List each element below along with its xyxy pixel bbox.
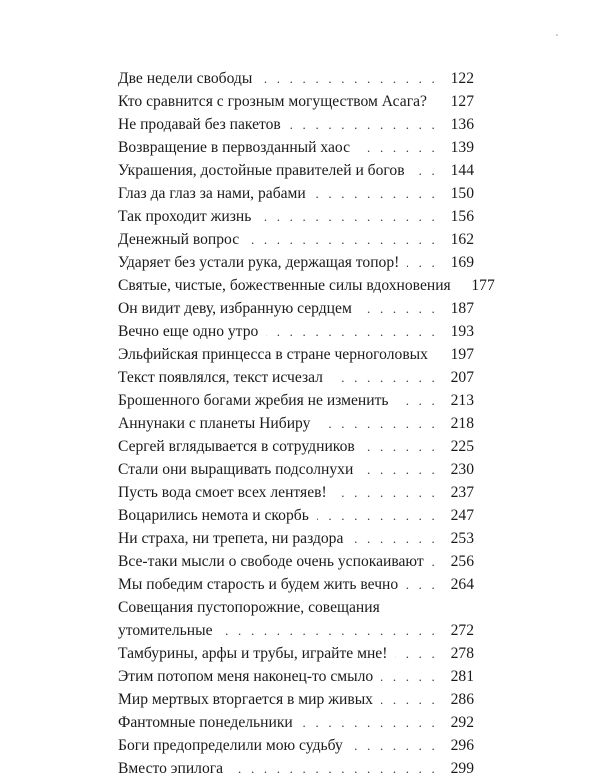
toc-entry-leader [407, 251, 444, 274]
toc-entry-multiline[interactable] [118, 596, 474, 642]
toc-entry-title-line1: Совещания пустопорожние, совещания [118, 599, 380, 616]
toc-entry-title: Ударяет без устали рука, держащая топор! [118, 254, 400, 271]
toc-entries-before [118, 67, 495, 596]
toc-entry-leader [247, 228, 444, 251]
toc-entry-title: Вместо эпилога [118, 760, 224, 777]
toc-entry-title: Аннунаки с планеты Нибиру [118, 415, 311, 432]
toc-entry-page: 162 [450, 231, 474, 248]
toc-entry[interactable] [118, 527, 474, 550]
toc-entry[interactable] [118, 504, 474, 527]
toc-entry[interactable] [118, 458, 474, 481]
toc-entry[interactable] [118, 90, 474, 113]
toc-entry[interactable] [118, 550, 474, 573]
toc-entry-page: 127 [450, 93, 474, 110]
toc-entry-title: Брошенного богами жребия не изменить [118, 392, 389, 409]
toc-entry-leader [221, 619, 445, 642]
toc-entry-leader [351, 527, 444, 550]
toc-entry-page: 281 [450, 668, 474, 685]
toc-entry-page: 150 [450, 185, 474, 202]
toc-entry[interactable] [118, 343, 474, 366]
toc-entry-leader [361, 458, 444, 481]
toc-entry[interactable] [118, 412, 474, 435]
toc-entry-leader [436, 343, 444, 366]
toc-entry-leader [363, 435, 444, 458]
toc-entry[interactable] [118, 182, 474, 205]
toc-entry-page: 230 [450, 461, 474, 478]
toc-entry-leader [259, 205, 444, 228]
toc-entry[interactable] [118, 228, 474, 251]
toc-entry-leader [360, 297, 444, 320]
toc-entry-page: 253 [450, 530, 474, 547]
toc-entry-title: Эльфийская принцесса в стране черноголовых [118, 346, 428, 363]
toc-entry-title: Не продавай без пакетов [118, 116, 281, 133]
toc-entry-page: 237 [450, 484, 474, 501]
toc-entry[interactable] [118, 757, 474, 780]
toc-entry-page: 264 [450, 576, 474, 593]
toc-entry-leader [395, 642, 444, 665]
table-of-contents [118, 67, 495, 780]
toc-entry-title: Боги предопределили мою судьбу [118, 737, 343, 754]
toc-entry[interactable] [118, 320, 474, 343]
toc-entry[interactable] [118, 734, 474, 757]
toc-entry-page: 256 [450, 553, 474, 570]
toc-entry-leader [432, 550, 444, 573]
toc-entry-leader [413, 159, 444, 182]
toc-entry-leader [260, 67, 444, 90]
toc-entry-leader [289, 113, 444, 136]
toc-entry-page: 299 [450, 760, 474, 777]
toc-entry-title: Святые, чистые, божественные силы вдохновения [118, 277, 451, 294]
toc-entry-title: Пусть вода смоет всех лентяев! [118, 484, 327, 501]
toc-entry[interactable] [118, 481, 474, 504]
toc-entry[interactable] [118, 136, 474, 159]
toc-entry-page: 225 [450, 438, 474, 455]
toc-entry[interactable] [118, 205, 474, 228]
toc-entry-page: 136 [450, 116, 474, 133]
toc-entry[interactable] [118, 251, 474, 274]
toc-entry-leader [358, 136, 444, 159]
toc-entry-title: Две недели свободы [118, 70, 253, 87]
toc-entry-page: 197 [450, 346, 474, 363]
toc-entry-title: Этим потопом меня наконец-то смыло [118, 668, 374, 685]
toc-entry-title: Стали они выращивать подсолнухи [118, 461, 354, 478]
toc-entry-page: 169 [450, 254, 474, 271]
toc-entry-leader [351, 734, 444, 757]
toc-entry-page: 177 [471, 277, 495, 294]
toc-entry[interactable] [118, 159, 474, 182]
toc-entry-leader [318, 412, 444, 435]
toc-entry-title: Текст появлялся, текст исчезал [118, 369, 323, 386]
toc-entry-title: Воцарились немота и скорбь [118, 507, 309, 524]
toc-entry-leader [301, 711, 444, 734]
toc-entry[interactable] [118, 113, 474, 136]
toc-entry[interactable] [118, 274, 495, 297]
toc-entry-title: Мир мертвых вторгается в мир живых [118, 691, 373, 708]
toc-entry-page: 296 [450, 737, 474, 754]
toc-entry-page: 122 [450, 70, 474, 87]
toc-entry-page: 218 [450, 415, 474, 432]
toc-entry-title: Он видит деву, избранную сердцем [118, 300, 352, 317]
toc-entry-page: 278 [450, 645, 474, 662]
toc-entry[interactable] [118, 435, 474, 458]
toc-entry[interactable] [118, 297, 474, 320]
toc-entry-page: 213 [450, 392, 474, 409]
toc-entry-title: Фантомные понедельники [118, 714, 293, 731]
toc-entry[interactable] [118, 665, 474, 688]
toc-entry-title: Кто сравнится с грозным могуществом Асага? [118, 93, 427, 110]
toc-entry[interactable] [118, 67, 474, 90]
toc-entry-leader [435, 90, 444, 113]
toc-entry-title: Так проходит жизнь [118, 208, 252, 225]
toc-entry-title-line2: утомительные [118, 622, 213, 639]
toc-entry-page: 292 [450, 714, 474, 731]
toc-entry-leader [317, 504, 444, 527]
toc-entry-page: 286 [450, 691, 474, 708]
toc-entry-title: Мы победим старость и будем жить вечно [118, 576, 399, 593]
toc-entry-page: 247 [450, 507, 474, 524]
toc-entry-page: 139 [450, 139, 474, 156]
toc-entry-page: 156 [450, 208, 474, 225]
toc-entry[interactable] [118, 573, 474, 596]
toc-entry-leader [381, 665, 444, 688]
toc-entry-leader [335, 481, 444, 504]
toc-entry[interactable] [118, 366, 474, 389]
toc-entry-title: Вечно еще одно утро [118, 323, 259, 340]
toc-entry-title: Сергей вглядывается в сотрудников [118, 438, 355, 455]
toc-entry-page: 272 [450, 622, 474, 639]
toc-entry-title: Денежный вопрос [118, 231, 240, 248]
toc-entry-leader [406, 573, 444, 596]
toc-entry[interactable] [118, 642, 474, 665]
toc-entry[interactable] [118, 389, 474, 412]
toc-entry-page: 187 [450, 300, 474, 317]
toc-entry-page: 193 [450, 323, 474, 340]
toc-entry-title: Возвращение в первозданный хаос [118, 139, 351, 156]
corner-mark [556, 34, 558, 36]
toc-entry[interactable] [118, 688, 474, 711]
toc-entry-page: 144 [450, 162, 474, 179]
toc-entry-leader [331, 366, 444, 389]
toc-entry-title: Украшения, достойные правителей и богов [118, 162, 405, 179]
toc-entries-after [118, 642, 474, 780]
toc-entry-leader [314, 182, 444, 205]
toc-entry-title: Тамбурины, арфы и трубы, играйте мне! [118, 645, 388, 662]
toc-entry-leader [397, 389, 444, 412]
toc-entry-title: Глаз да глаз за нами, рабами [118, 185, 306, 202]
toc-entry[interactable] [118, 711, 474, 734]
toc-entry-title: Ни страха, ни трепета, ни раздора [118, 530, 344, 547]
toc-entry-leader [381, 688, 444, 711]
toc-entry-title: Все-таки мысли о свободе очень успокаивают [118, 553, 424, 570]
toc-entry-leader [266, 320, 444, 343]
toc-entry-leader [231, 757, 444, 780]
toc-entry-page: 207 [450, 369, 474, 386]
